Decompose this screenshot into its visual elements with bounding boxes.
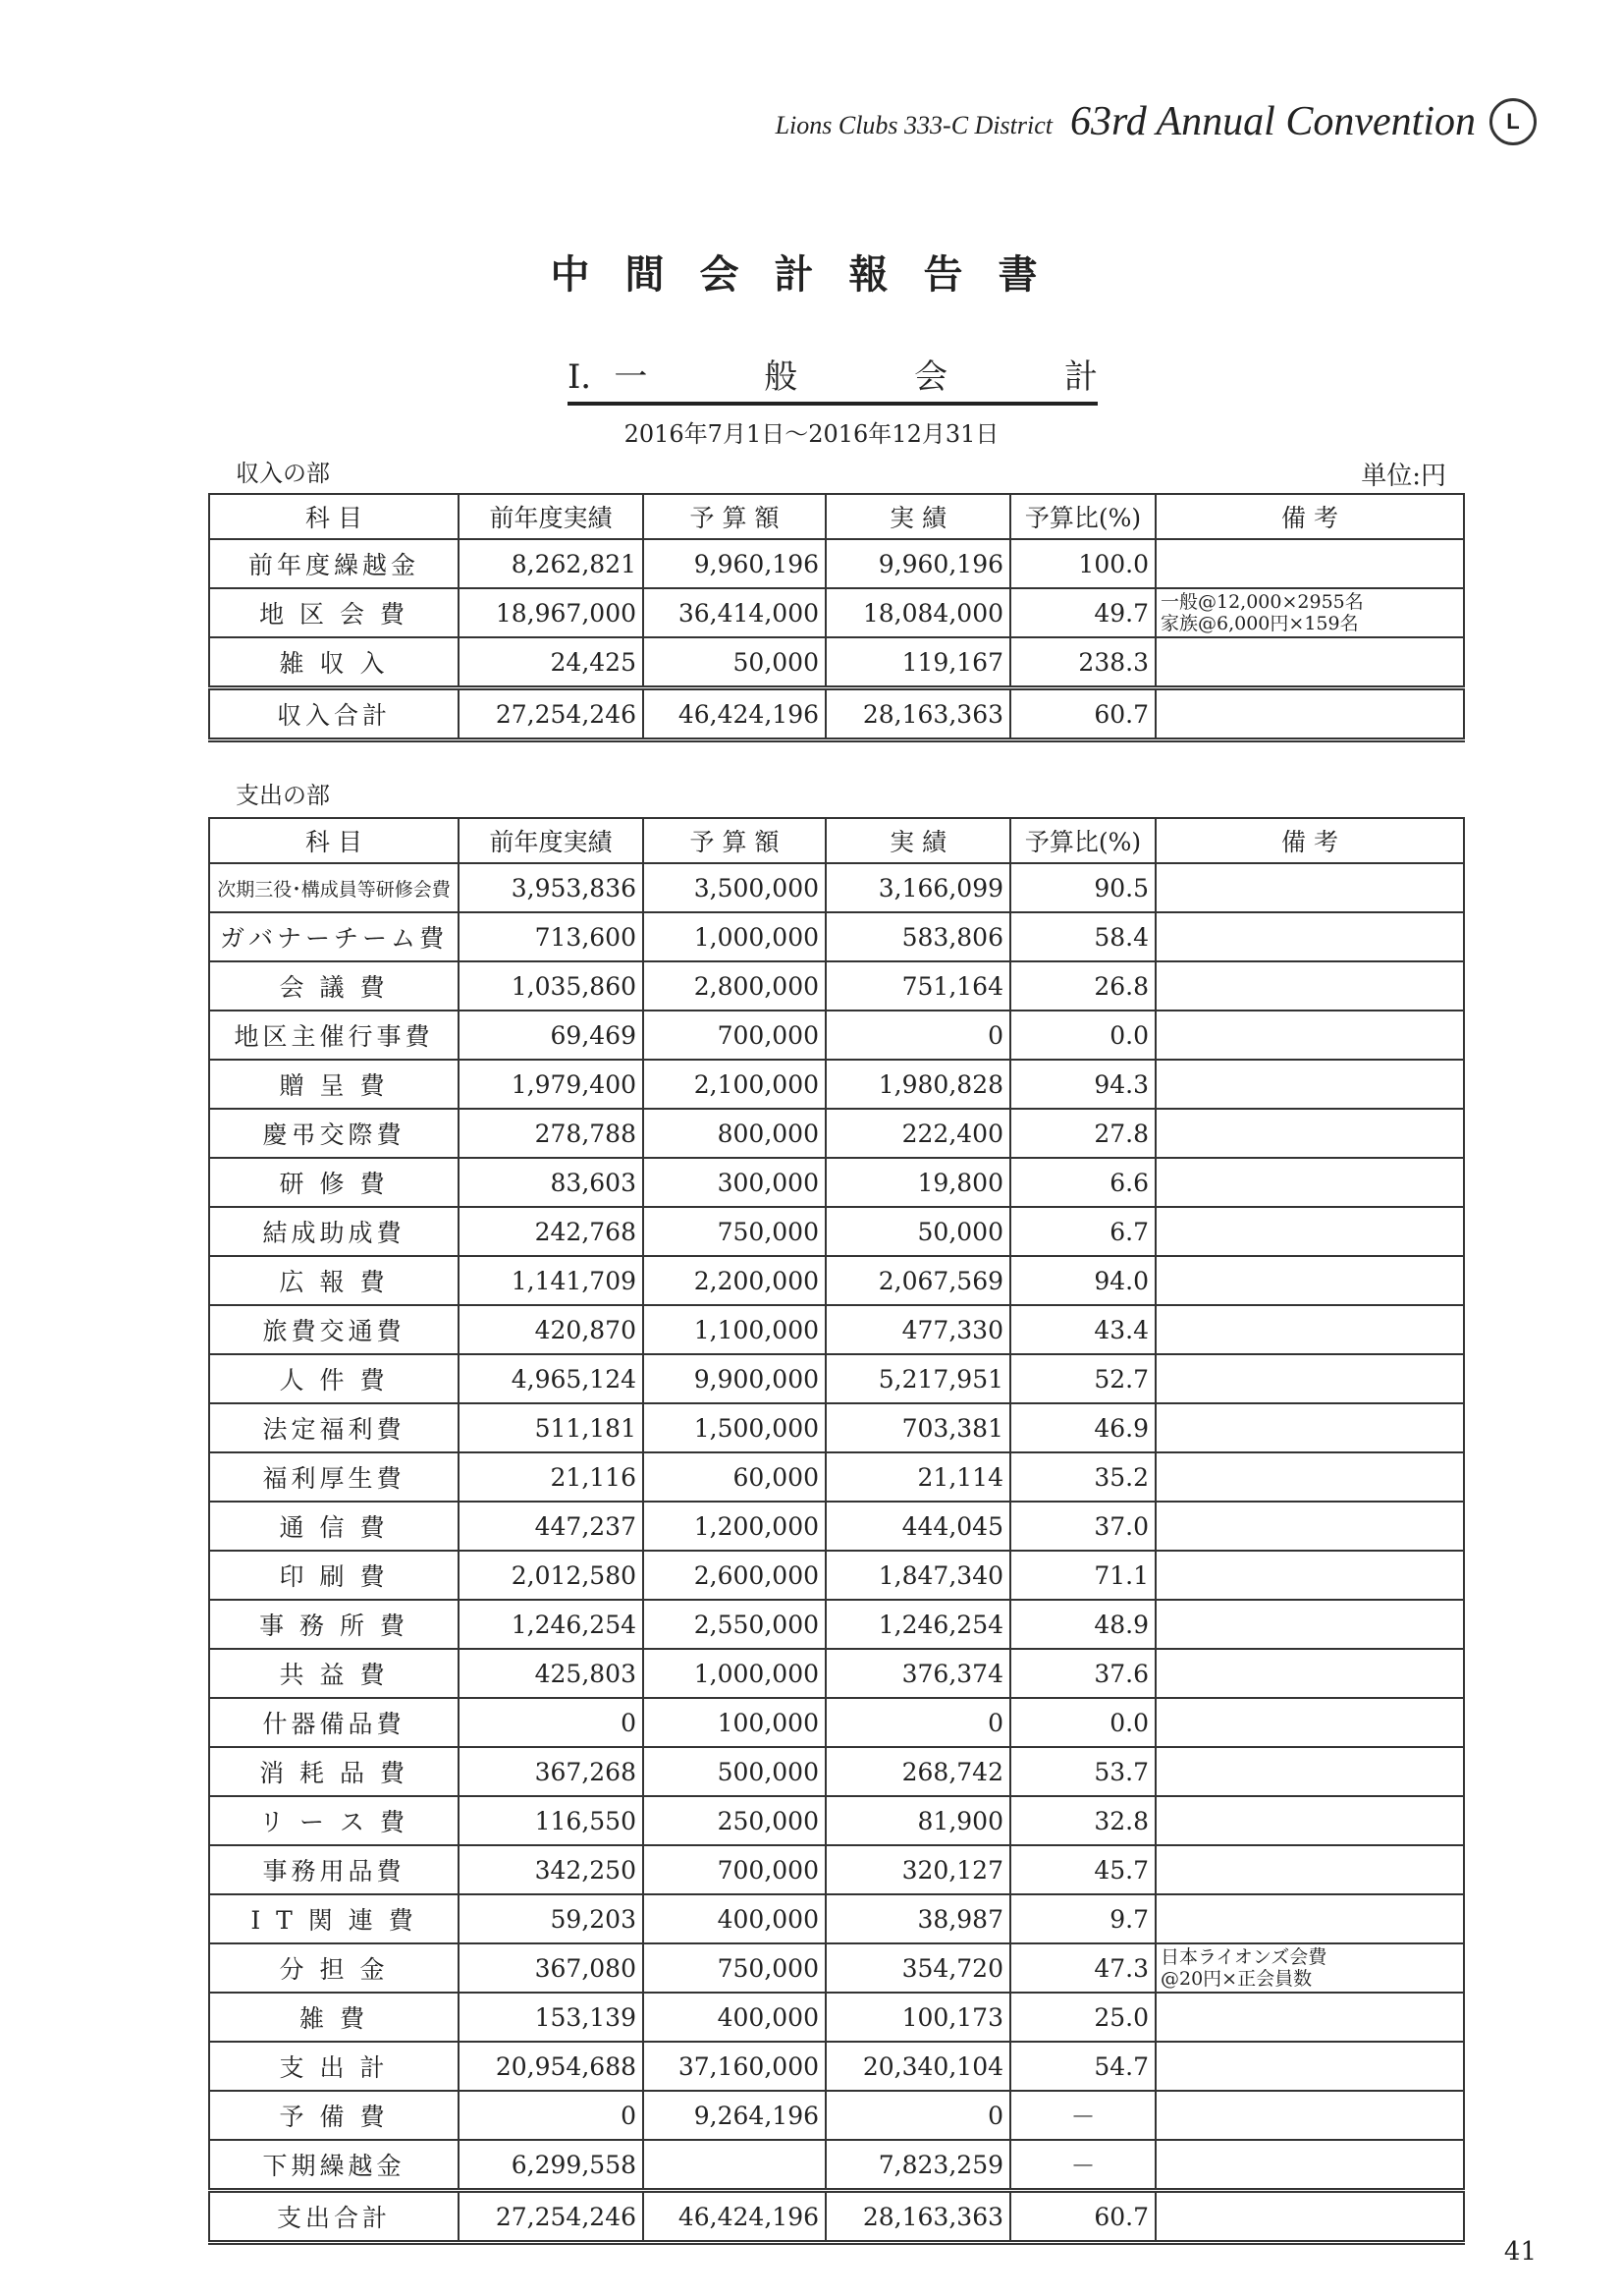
remark-cell [1156, 2091, 1464, 2140]
row-label: 旅費交通費 [209, 1305, 459, 1354]
ratio-cell: 94.0 [1010, 1256, 1156, 1305]
amount-cell: 2,200,000 [643, 1256, 826, 1305]
column-header: 実 績 [826, 818, 1010, 863]
remark-cell [1156, 1354, 1464, 1403]
amount-cell: 18,967,000 [459, 588, 643, 637]
remark-cell [1156, 863, 1464, 912]
row-label: 印 刷 費 [209, 1551, 459, 1600]
amount-cell: 28,163,363 [826, 2191, 1010, 2243]
row-label: 雑 費 [209, 1993, 459, 2042]
header-district: Lions Clubs 333-C District [775, 111, 1053, 139]
amount-cell: 2,550,000 [643, 1600, 826, 1649]
amount-cell: 9,900,000 [643, 1354, 826, 1403]
ratio-cell: 6.7 [1010, 1207, 1156, 1256]
amount-cell: 60,000 [643, 1452, 826, 1502]
row-label: 結成助成費 [209, 1207, 459, 1256]
amount-cell: 81,900 [826, 1796, 1010, 1845]
amount-cell: 21,114 [826, 1452, 1010, 1502]
header-convention: 63rd Annual Convention [1070, 99, 1476, 144]
amount-cell: 37,160,000 [643, 2042, 826, 2091]
remark-cell [1156, 1502, 1464, 1551]
amount-cell: 751,164 [826, 961, 1010, 1011]
amount-cell: 3,953,836 [459, 863, 643, 912]
ratio-cell: 43.4 [1010, 1305, 1156, 1354]
ratio-cell: 45.7 [1010, 1845, 1156, 1894]
amount-cell: 367,080 [459, 1943, 643, 1993]
amount-cell: 116,550 [459, 1796, 643, 1845]
amount-cell: 2,800,000 [643, 961, 826, 1011]
lions-logo-icon: L [1489, 98, 1537, 145]
amount-cell: 36,414,000 [643, 588, 826, 637]
remark-cell [1156, 961, 1464, 1011]
amount-cell: 444,045 [826, 1502, 1010, 1551]
table-row [209, 1698, 1464, 1747]
amount-cell [643, 2140, 826, 2191]
amount-cell: 1,035,860 [459, 961, 643, 1011]
amount-cell: 750,000 [643, 1207, 826, 1256]
amount-cell: 100,173 [826, 1993, 1010, 2042]
amount-cell: 6,299,558 [459, 2140, 643, 2191]
amount-cell: 0 [826, 2091, 1010, 2140]
row-label: 収入合計 [209, 688, 459, 740]
amount-cell: 7,823,259 [826, 2140, 1010, 2191]
row-label: 地 区 会 費 [209, 588, 459, 637]
amount-cell: 700,000 [643, 1845, 826, 1894]
amount-cell: 1,500,000 [643, 1403, 826, 1452]
column-header: 科 目 [209, 494, 459, 539]
report-period: 2016年7月1日～2016年12月31日 [623, 420, 1000, 448]
amount-cell: 250,000 [643, 1796, 826, 1845]
ratio-cell: － [1010, 2140, 1156, 2191]
table-header-row [209, 494, 1464, 539]
row-label: 事 務 所 費 [209, 1600, 459, 1649]
ratio-cell: 37.0 [1010, 1502, 1156, 1551]
remark-cell [1156, 2191, 1464, 2243]
table-row [209, 961, 1464, 1011]
amount-cell: 700,000 [643, 1011, 826, 1060]
table-row [209, 1452, 1464, 1502]
subtitle-part: 計 [1063, 357, 1098, 397]
amount-cell: 354,720 [826, 1943, 1010, 1993]
amount-cell: 27,254,246 [459, 688, 643, 740]
amount-cell: 50,000 [826, 1207, 1010, 1256]
amount-cell: 18,084,000 [826, 588, 1010, 637]
table-row [209, 588, 1464, 637]
column-header: 実 績 [826, 494, 1010, 539]
amount-cell: 583,806 [826, 912, 1010, 961]
remark-cell [1156, 688, 1464, 740]
subtitle-part: 会 [914, 357, 948, 397]
table-row [209, 863, 1464, 912]
amount-cell: 0 [459, 2091, 643, 2140]
amount-cell: 1,000,000 [643, 912, 826, 961]
row-label: 通 信 費 [209, 1502, 459, 1551]
table-row [209, 1256, 1464, 1305]
amount-cell: 511,181 [459, 1403, 643, 1452]
ratio-cell: 53.7 [1010, 1747, 1156, 1796]
amount-cell: 2,600,000 [643, 1551, 826, 1600]
ratio-cell: 46.9 [1010, 1403, 1156, 1452]
amount-cell: 3,166,099 [826, 863, 1010, 912]
remark-cell [1156, 1845, 1464, 1894]
amount-cell: 27,254,246 [459, 2191, 643, 2243]
amount-cell: 1,980,828 [826, 1060, 1010, 1109]
row-label: 支 出 計 [209, 2042, 459, 2091]
remark-cell: 日本ライオンズ会費 @20円×正会員数 [1156, 1943, 1464, 1993]
amount-cell: 703,381 [826, 1403, 1010, 1452]
row-label: 会 議 費 [209, 961, 459, 1011]
row-label: 贈 呈 費 [209, 1060, 459, 1109]
table-row [209, 2091, 1464, 2140]
table-row [209, 1894, 1464, 1943]
table-row [209, 1845, 1464, 1894]
table-row [209, 637, 1464, 688]
amount-cell: 1,200,000 [643, 1502, 826, 1551]
table-row [209, 1060, 1464, 1109]
row-label: 地区主催行事費 [209, 1011, 459, 1060]
subtitle-part: Ⅰ．一 [568, 357, 648, 397]
ratio-cell: 94.3 [1010, 1060, 1156, 1109]
amount-cell: 46,424,196 [643, 688, 826, 740]
ratio-cell: 35.2 [1010, 1452, 1156, 1502]
ratio-cell: 37.6 [1010, 1649, 1156, 1698]
ratio-cell: 0.0 [1010, 1011, 1156, 1060]
amount-cell: 19,800 [826, 1158, 1010, 1207]
amount-cell: 278,788 [459, 1109, 643, 1158]
page-title: 中間会計報告書 [550, 252, 1073, 298]
ratio-cell: 9.7 [1010, 1894, 1156, 1943]
amount-cell: 1,141,709 [459, 1256, 643, 1305]
amount-cell: 320,127 [826, 1845, 1010, 1894]
row-label: 雑 収 入 [209, 637, 459, 688]
amount-cell: 153,139 [459, 1993, 643, 2042]
remark-cell [1156, 1452, 1464, 1502]
remark-cell [1156, 637, 1464, 688]
amount-cell: 425,803 [459, 1649, 643, 1698]
table-row [209, 1649, 1464, 1698]
row-label: 広 報 費 [209, 1256, 459, 1305]
amount-cell: 420,870 [459, 1305, 643, 1354]
table-row [209, 1551, 1464, 1600]
row-label: 支出合計 [209, 2191, 459, 2243]
amount-cell: 268,742 [826, 1747, 1010, 1796]
table-row [209, 1354, 1464, 1403]
expense-table [208, 817, 1465, 2245]
ratio-cell: 47.3 [1010, 1943, 1156, 1993]
ratio-cell: 49.7 [1010, 588, 1156, 637]
income-table [208, 493, 1465, 742]
ratio-cell: 100.0 [1010, 539, 1156, 588]
total-row [209, 688, 1464, 740]
amount-cell: 376,374 [826, 1649, 1010, 1698]
total-row [209, 2191, 1464, 2243]
row-label: 什器備品費 [209, 1698, 459, 1747]
amount-cell: 500,000 [643, 1747, 826, 1796]
table-row [209, 1747, 1464, 1796]
expense-section-label: 支出の部 [236, 782, 330, 809]
table-row [209, 2140, 1464, 2191]
income-section-label: 収入の部 [236, 460, 330, 487]
table-row [209, 1403, 1464, 1452]
column-header: 前年度実績 [459, 494, 643, 539]
amount-cell: 9,960,196 [643, 539, 826, 588]
amount-cell: 1,000,000 [643, 1649, 826, 1698]
page-number: 41 [1503, 2237, 1537, 2267]
row-label: 法定福利費 [209, 1403, 459, 1452]
section-subtitle [568, 350, 1098, 406]
amount-cell: 242,768 [459, 1207, 643, 1256]
ratio-cell: 48.9 [1010, 1600, 1156, 1649]
amount-cell: 342,250 [459, 1845, 643, 1894]
amount-cell: 50,000 [643, 637, 826, 688]
row-label: 下期繰越金 [209, 2140, 459, 2191]
amount-cell: 477,330 [826, 1305, 1010, 1354]
row-label: 共 益 費 [209, 1649, 459, 1698]
remark-cell [1156, 1207, 1464, 1256]
amount-cell: 0 [826, 1698, 1010, 1747]
table-row [209, 1796, 1464, 1845]
amount-cell: 100,000 [643, 1698, 826, 1747]
row-label: ガバナーチーム費 [209, 912, 459, 961]
row-label: 福利厚生費 [209, 1452, 459, 1502]
table-row [209, 1943, 1464, 1993]
amount-cell: 1,847,340 [826, 1551, 1010, 1600]
remark-cell [1156, 1158, 1464, 1207]
remark-cell [1156, 1305, 1464, 1354]
table-header-row [209, 818, 1464, 863]
amount-cell: 20,954,688 [459, 2042, 643, 2091]
subtitle-part: 般 [764, 357, 798, 397]
column-header: 予 算 額 [643, 494, 826, 539]
table-row [209, 1993, 1464, 2042]
ratio-cell: 6.6 [1010, 1158, 1156, 1207]
column-header: 予 算 額 [643, 818, 826, 863]
amount-cell: 1,979,400 [459, 1060, 643, 1109]
remark-cell: 一般@12,000×2955名 家族@6,000円×159名 [1156, 588, 1464, 637]
ratio-cell: 60.7 [1010, 2191, 1156, 2243]
column-header: 予算比(%) [1010, 818, 1156, 863]
remark-cell [1156, 1256, 1464, 1305]
column-header: 科 目 [209, 818, 459, 863]
remark-cell [1156, 1649, 1464, 1698]
amount-cell: 8,262,821 [459, 539, 643, 588]
page-header [776, 98, 1537, 145]
row-label: 前年度繰越金 [209, 539, 459, 588]
amount-cell: 21,116 [459, 1452, 643, 1502]
row-label: 次期三役･構成員等研修会費 [209, 863, 459, 912]
table-row [209, 1600, 1464, 1649]
amount-cell: 24,425 [459, 637, 643, 688]
amount-cell: 367,268 [459, 1747, 643, 1796]
amount-cell: 0 [459, 1698, 643, 1747]
row-label: 消 耗 品 費 [209, 1747, 459, 1796]
ratio-cell: 54.7 [1010, 2042, 1156, 2091]
amount-cell: 1,100,000 [643, 1305, 826, 1354]
column-header: 予算比(%) [1010, 494, 1156, 539]
amount-cell: 400,000 [643, 1993, 826, 2042]
row-label: 予 備 費 [209, 2091, 459, 2140]
amount-cell: 20,340,104 [826, 2042, 1010, 2091]
remark-cell [1156, 1993, 1464, 2042]
table-row [209, 539, 1464, 588]
row-label: 人 件 費 [209, 1354, 459, 1403]
ratio-cell: 32.8 [1010, 1796, 1156, 1845]
column-header: 備 考 [1156, 818, 1464, 863]
table-row [209, 1305, 1464, 1354]
ratio-cell: 52.7 [1010, 1354, 1156, 1403]
table-row [209, 1502, 1464, 1551]
amount-cell: 300,000 [643, 1158, 826, 1207]
remark-cell [1156, 1551, 1464, 1600]
amount-cell: 2,100,000 [643, 1060, 826, 1109]
amount-cell: 222,400 [826, 1109, 1010, 1158]
ratio-cell: 60.7 [1010, 688, 1156, 740]
remark-cell [1156, 1796, 1464, 1845]
remark-cell [1156, 1894, 1464, 1943]
column-header: 前年度実績 [459, 818, 643, 863]
table-row [209, 1158, 1464, 1207]
row-label: 慶弔交際費 [209, 1109, 459, 1158]
row-label: 研 修 費 [209, 1158, 459, 1207]
amount-cell: 119,167 [826, 637, 1010, 688]
remark-cell [1156, 1698, 1464, 1747]
amount-cell: 3,500,000 [643, 863, 826, 912]
unit-label: 単位:円 [1361, 462, 1446, 491]
remark-cell [1156, 2140, 1464, 2191]
amount-cell: 59,203 [459, 1894, 643, 1943]
ratio-cell: 58.4 [1010, 912, 1156, 961]
amount-cell: 2,012,580 [459, 1551, 643, 1600]
amount-cell: 750,000 [643, 1943, 826, 1993]
amount-cell: 800,000 [643, 1109, 826, 1158]
amount-cell: 1,246,254 [826, 1600, 1010, 1649]
row-label: I T 関 連 費 [209, 1894, 459, 1943]
remark-cell [1156, 2042, 1464, 2091]
ratio-cell: 25.0 [1010, 1993, 1156, 2042]
row-label: 分 担 金 [209, 1943, 459, 1993]
amount-cell: 4,965,124 [459, 1354, 643, 1403]
ratio-cell: 71.1 [1010, 1551, 1156, 1600]
amount-cell: 447,237 [459, 1502, 643, 1551]
ratio-cell: 26.8 [1010, 961, 1156, 1011]
amount-cell: 46,424,196 [643, 2191, 826, 2243]
table-row [209, 1011, 1464, 1060]
amount-cell: 28,163,363 [826, 688, 1010, 740]
ratio-cell: 27.8 [1010, 1109, 1156, 1158]
ratio-cell: 0.0 [1010, 1698, 1156, 1747]
ratio-cell: 238.3 [1010, 637, 1156, 688]
amount-cell: 0 [826, 1011, 1010, 1060]
amount-cell: 2,067,569 [826, 1256, 1010, 1305]
remark-cell [1156, 1011, 1464, 1060]
column-header: 備 考 [1156, 494, 1464, 539]
amount-cell: 400,000 [643, 1894, 826, 1943]
ratio-cell: 90.5 [1010, 863, 1156, 912]
table-row [209, 912, 1464, 961]
row-label: リ ー ス 費 [209, 1796, 459, 1845]
remark-cell [1156, 539, 1464, 588]
amount-cell: 1,246,254 [459, 1600, 643, 1649]
amount-cell: 713,600 [459, 912, 643, 961]
amount-cell: 38,987 [826, 1894, 1010, 1943]
ratio-cell: － [1010, 2091, 1156, 2140]
remark-cell [1156, 1403, 1464, 1452]
remark-cell [1156, 912, 1464, 961]
row-label: 事務用品費 [209, 1845, 459, 1894]
table-row [209, 1109, 1464, 1158]
amount-cell: 9,960,196 [826, 539, 1010, 588]
amount-cell: 69,469 [459, 1011, 643, 1060]
remark-cell [1156, 1060, 1464, 1109]
remark-cell [1156, 1109, 1464, 1158]
remark-cell [1156, 1747, 1464, 1796]
amount-cell: 5,217,951 [826, 1354, 1010, 1403]
table-row [209, 1207, 1464, 1256]
amount-cell: 83,603 [459, 1158, 643, 1207]
remark-cell [1156, 1600, 1464, 1649]
table-row [209, 2042, 1464, 2091]
amount-cell: 9,264,196 [643, 2091, 826, 2140]
